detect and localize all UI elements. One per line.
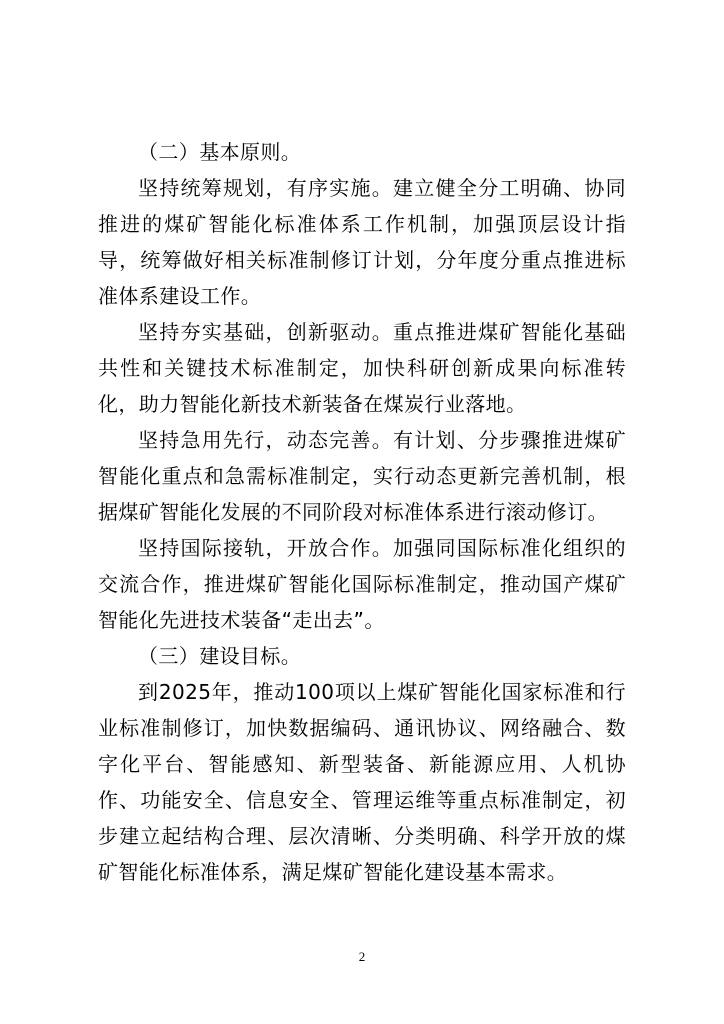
paragraph-principle-international: 坚持国际接轨，开放合作。加强同国际标准化组织的交流合作，推进煤矿智能化国际标准制定，推动国产煤矿智能化先进技术装备“走出去”。 (98, 536, 626, 632)
paragraph-principle-foundation: 坚持夯实基础，创新驱动。重点推进煤矿智能化基础共性和关键技术标准制定，加快科研创新成果向标准转化，助力智能化新技术新装备在煤炭行业落地。 (98, 320, 626, 416)
document-body (98, 134, 626, 890)
section-heading-principles: （二）基本原则。 (138, 140, 302, 164)
paragraph-goals-2025: 到2025年，推动100项以上煤矿智能化国家标准和行业标准制修订，加快数据编码、通讯协议、网络融合、数字化平台、智能感知、新型装备、新能源应用、人机协作、功能安全、信息安全、管理运维等重点标准制定，初步建立起结构合理、层次清晰、分类明确、科学开放的煤矿智能化标准体系，满足煤矿智能化建设基本需求。 (98, 680, 626, 884)
page-number: 2 (358, 949, 366, 964)
paragraph-principle-planning: 坚持统筹规划，有序实施。建立健全分工明确、协同推进的煤矿智能化标准体系工作机制，加强顶层设计指导，统筹做好相关标准制修订计划，分年度分重点推进标准体系建设工作。 (98, 176, 626, 308)
paragraph-principle-urgent-first: 坚持急用先行，动态完善。有计划、分步骤推进煤矿智能化重点和急需标准制定，实行动态更新完善机制，根据煤矿智能化发展的不同阶段对标准体系进行滚动修订。 (98, 428, 626, 524)
section-heading-goals: （三）建设目标。 (138, 644, 302, 668)
